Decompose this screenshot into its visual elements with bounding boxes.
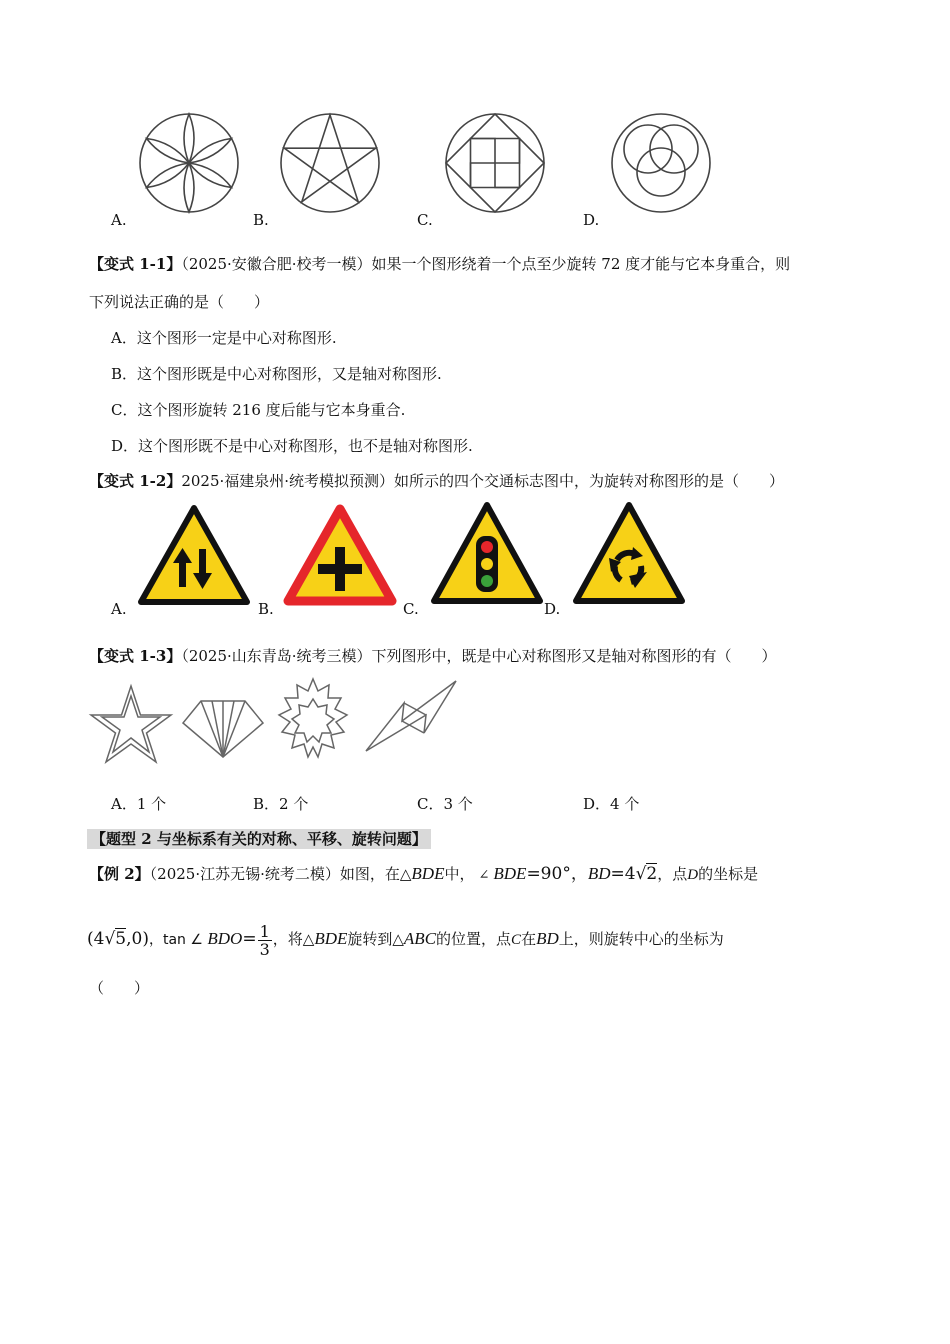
trefoil-circle-icon [610,112,712,214]
variant-1-1-option-a: A．这个图形一定是中心对称图形. [111,329,337,347]
variant-1-1-option-c: C．这个图形旋转 216 度后能与它本身重合. [111,401,406,419]
diamond-icon [181,699,265,759]
variant-1-1-option-d: D．这个图形既不是中心对称图形，也不是轴对称图形. [111,437,473,455]
option-b-label: B. [253,211,269,229]
example-2-line1: 【例 2】（2025·江苏无锡·统考二模）如图，在△BDE中， ∠ BDE=90°，BD=4√2，点D的坐标是 [89,864,759,884]
sign-d-label: D. [544,600,561,618]
variant-1-3-option-a: A．1 个 [111,795,167,813]
variant-1-1-option-b: B．这个图形既是中心对称图形，又是轴对称图形. [111,365,442,383]
variant-1-3-option-b: B．2 个 [253,795,309,813]
example-2-answer-blank: （ ） [89,979,150,997]
sign-a-label: A. [111,600,127,618]
roundabout-sign-icon [573,502,685,605]
crossroad-sign-icon [284,505,396,605]
square-circle-icon [444,112,546,214]
sign-b-label: B. [258,600,274,618]
example-2-line2: (4√5,0)，tan ∠ BDO= $\frac{1}{3}$ ，将△BDE旋转到△ABC的位置，点C在BD上，则旋转中心的坐标为 [87,921,724,959]
sign-c-label: C. [403,600,419,618]
flower-circle-icon [138,112,240,214]
double-star-icon [89,684,173,764]
option-c-label: C. [417,211,433,229]
variant-1-3-option-c: C．3 个 [417,795,473,813]
option-a-label: A. [111,211,127,229]
two-way-traffic-sign-icon [138,505,250,605]
variant-1-1-line2: 下列说法正确的是（ ） [89,293,270,311]
gear-snowflake-icon [272,677,354,767]
star-circle-icon [279,112,381,214]
variant-1-3-option-d: D．4 个 [583,795,640,813]
traffic-light-sign-icon [431,502,543,605]
lightning-icon [364,679,458,753]
section-2-heading: 【题型 2 与坐标系有关的对称、平移、旋转问题】 [87,829,431,849]
fraction-one-third: $\frac{1}{3}$ [259,921,270,959]
option-d-label: D. [583,211,600,229]
variant-1-2-line1: 【变式 1-2】2025·福建泉州·统考模拟预测）如所示的四个交通标志图中，为旋转对称图形的是（ ） [89,472,785,490]
variant-1-1-line1: 【变式 1-1】（2025·安徽合肥·校考一模）如果一个图形绕着一个点至少旋转 72 度才能与它本身重合，则 [89,255,791,273]
variant-1-3-line1: 【变式 1-3】（2025·山东青岛·统考三模）下列图形中，既是中心对称图形又是轴对称图形的有（ ） [89,647,777,665]
